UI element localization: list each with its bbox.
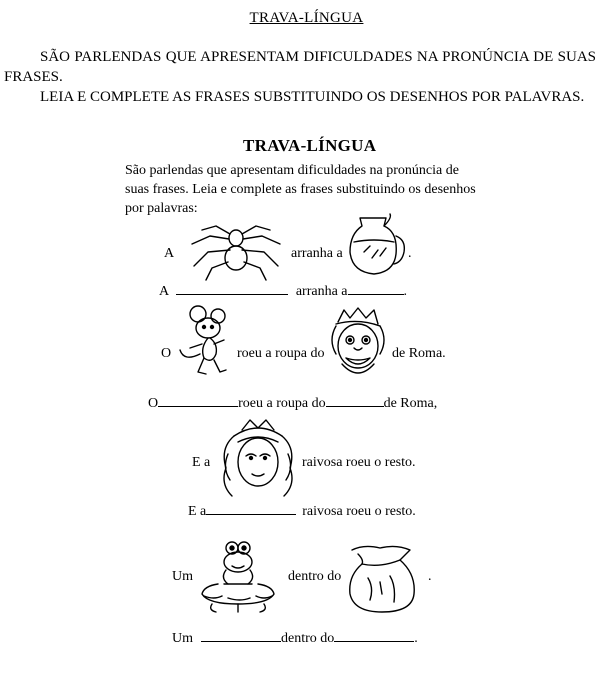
sentence-8-start: Um xyxy=(172,631,193,646)
answer-blank[interactable] xyxy=(326,394,384,407)
frog-icon xyxy=(198,538,278,614)
sentence-2-start: A xyxy=(159,284,169,299)
jug-icon xyxy=(346,212,408,276)
sentence-3-middle: roeu a roupa do xyxy=(237,346,325,361)
worksheet-title: TRAVA-LÍNGUA xyxy=(243,136,377,155)
answer-blank[interactable] xyxy=(158,394,238,407)
sentence-4-start: O xyxy=(148,396,159,411)
sentence-7-middle: dentro do xyxy=(288,569,342,584)
sentence-3-end: de Roma. xyxy=(392,346,446,361)
answer-blank[interactable] xyxy=(348,282,404,295)
sentence-3-start: O xyxy=(161,346,172,361)
page-title: TRAVA-LÍNGUA xyxy=(249,10,364,26)
sack-icon xyxy=(344,542,420,616)
sentence-2-middle: arranha a xyxy=(295,284,348,299)
sentence-2 xyxy=(159,282,407,300)
intro-line-1: SÃO PARLENDAS QUE APRESENTAM DIFICULDADES NA PRONÚNCIA DE SUAS FRASES. xyxy=(4,49,596,85)
answer-blank[interactable] xyxy=(176,282,288,295)
sentence-4 xyxy=(148,394,437,412)
sentence-1-start: A xyxy=(164,246,175,261)
sentence-7-end: . xyxy=(428,569,432,584)
intro-text xyxy=(4,47,596,107)
sentence-5-start: E a xyxy=(192,455,211,470)
sentence-7-start: Um xyxy=(172,569,193,584)
spider-icon xyxy=(188,222,284,280)
sentence-8 xyxy=(172,629,418,647)
sentence-8-middle: dentro do xyxy=(281,631,335,646)
mouse-icon xyxy=(176,304,234,382)
sentence-4-middle: roeu a roupa do xyxy=(238,396,326,411)
sentence-4-end: de Roma, xyxy=(383,396,438,411)
sentence-8-end: . xyxy=(414,631,418,646)
sentence-6-start: E a xyxy=(188,504,207,519)
sentence-5-end: raivosa roeu o resto. xyxy=(302,455,416,470)
sentence-6 xyxy=(188,502,416,520)
answer-blank[interactable] xyxy=(201,629,281,642)
sentence-1-middle: arranha a xyxy=(291,246,343,261)
answer-blank[interactable] xyxy=(334,629,414,642)
answer-blank[interactable] xyxy=(206,502,296,515)
intro-line-2: LEIA E COMPLETE AS FRASES SUBSTITUINDO OS DESENHOS POR PALAVRAS. xyxy=(40,89,585,105)
worksheet-intro: São parlendas que apresentam dificuldades na pronúncia de suas frases. Leia e complete as frases substituindo os desenhos por palavras: xyxy=(125,163,476,216)
sentence-2-end: . xyxy=(403,284,408,299)
sentence-1-end: . xyxy=(408,246,412,261)
sentence-6-end: raivosa roeu o resto. xyxy=(302,504,416,519)
queen-icon xyxy=(218,418,298,500)
king-icon xyxy=(328,306,388,384)
